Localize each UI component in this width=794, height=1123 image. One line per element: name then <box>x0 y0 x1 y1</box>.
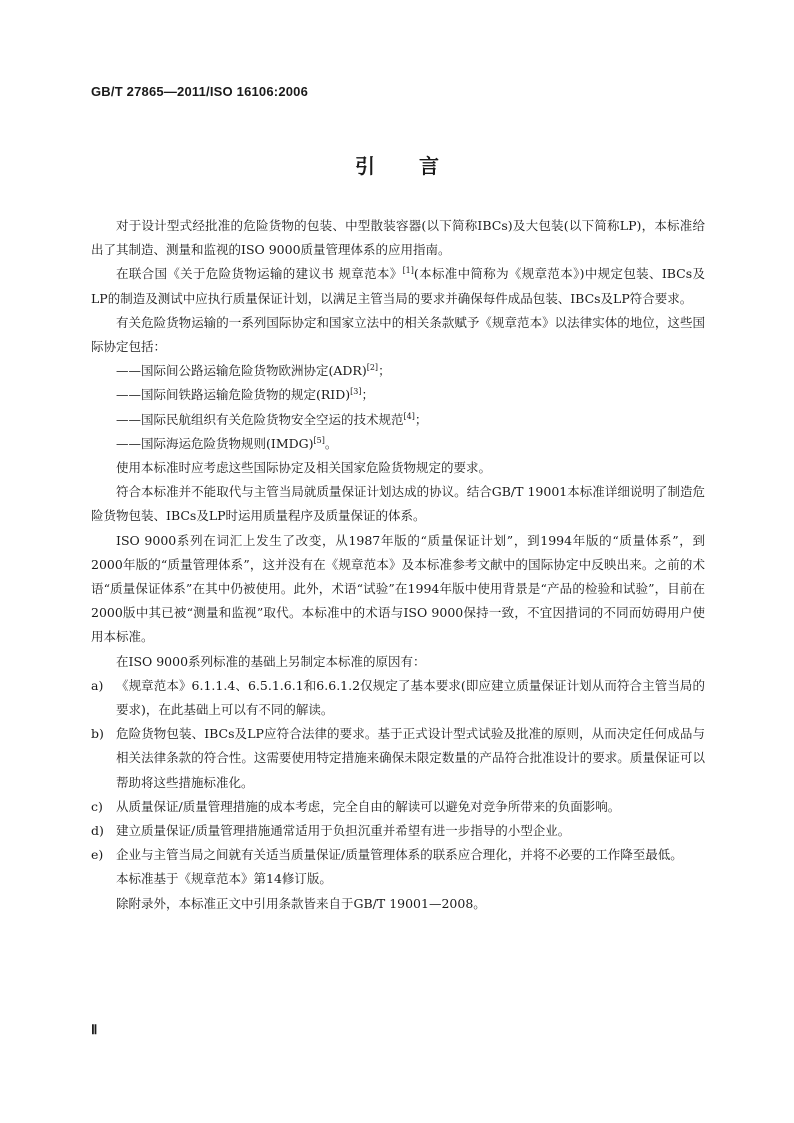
list-label: b) <box>91 726 104 742</box>
list-label: d) <box>91 823 104 839</box>
list-label: e) <box>91 847 104 863</box>
paragraph-un-model-regulations <box>91 262 705 310</box>
list-text: 《规章范本》6.1.1.4、6.5.1.6.1和6.6.1.2仅规定了基本要求(即应建立质量保证计划从而符合主管当局的要求)，在此基础上可以有不同的解读。 <box>116 677 705 718</box>
list-item-d <box>91 819 705 843</box>
paragraph-text: 在联合国《关于危险货物运输的建议书 规章范本》 <box>116 266 403 282</box>
page-title <box>0 150 794 179</box>
paragraph-reasons: 在ISO 9000系列标准的基础上另制定本标准的原因有： <box>116 653 426 669</box>
dash-end: ； <box>361 387 374 403</box>
list-label: c) <box>91 798 103 814</box>
paragraph-text: (本标准中简称为《规章范本》)中规定包装、IBCs及LP的制造及测试中应执行质量保证计划，以满足主管当局的要求并确保每件成品包装、IBCs及LP符合要求。 <box>91 266 705 306</box>
list-item-b <box>91 722 705 795</box>
reference-mark: [5] <box>313 435 325 445</box>
title-char-1: 引 <box>355 154 375 178</box>
paragraph-citations: 除附录外，本标准正文中引用条款皆来自于GB/T 19001—2008。 <box>116 895 486 911</box>
reference-mark: [3] <box>350 387 362 397</box>
reference-mark: [4] <box>403 411 415 421</box>
reference-mark: [1] <box>402 266 414 276</box>
dash-text: ——国际间铁路运输危险货物的规定(RID) <box>116 387 351 403</box>
paragraph-revision: 本标准基于《规章范本》第14修订版。 <box>116 871 332 887</box>
dash-item-icao <box>91 408 705 432</box>
dash-item-imdg <box>91 432 705 456</box>
list-item-e <box>91 843 705 867</box>
reference-mark: [2] <box>366 363 379 373</box>
page-number: Ⅱ <box>91 1022 98 1037</box>
list-text: 建立质量保证/质量管理措施通常适用于负担沉重并希望有进一步指导的小型企业。 <box>116 823 571 839</box>
paragraph-iso9000-vocabulary: ISO 9000系列在词汇上发生了改变，从1987年版的“质量保证计划”，到1994年版的“质量体系”，到2000年版的“质量管理体系”，这并没有在《规章范本》及本标准参考文献中的国际协定中反映出来。之前的术语“质量保证体系”在其中仍被使用。此外，术语“试验”在1994年版中使用背景是“产品的检验和试验”，目前在2000版中其已被“测量和监视”取代。本标准中的术语与ISO 9000保持一致，不宜因措词的不同而妨碍用户使用本标准。 <box>91 532 705 645</box>
dash-end: 。 <box>324 435 338 451</box>
list-item-c <box>91 795 705 819</box>
dash-item-rid <box>91 383 705 407</box>
paragraph-scope: 对于设计型式经批准的危险货物的包装、中型散装容器(以下简称IBCs)及大包装(以下简称LP)，本标准给出了其制造、测量和监视的ISO 9000质量管理体系的应用指南。 <box>91 218 705 258</box>
dash-text: ——国际民航组织有关危险货物安全空运的技术规范 <box>116 411 404 427</box>
list-text: 危险货物包装、IBCs及LP应符合法律的要求。基于正式设计型式试验及批准的原则，从而决定任何成品与相关法律条款的符合性。这需要使用特定措施来确保未限定数量的产品符合批准设计的要求。质量保证可以帮助将这些措施标准化。 <box>116 726 705 790</box>
paragraph-agreement: 符合本标准并不能取代与主管当局就质量保证计划达成的协议。结合GB/T 19001本标准详细说明了制造危险货物包装、IBCs及LP时运用质量程序及质量保证的体系。 <box>91 484 705 524</box>
paragraph-international-agreements: 有关危险货物运输的一系列国际协定和国家立法中的相关条款赋予《规章范本》以法律实体的地位，这些国际协定包括： <box>91 314 705 355</box>
list-text: 从质量保证/质量管理措施的成本考虑，完全自由的解读可以避免对竞争所带来的负面影响。 <box>116 798 621 814</box>
dash-end: ； <box>414 411 428 427</box>
list-text: 企业与主管当局之间就有关适当质量保证/质量管理体系的联系应合理化，并将不必要的工作降至最低。 <box>116 847 683 863</box>
introduction-body <box>91 214 705 916</box>
dash-text: ——国际间公路运输危险货物欧洲协定(ADR) <box>116 363 367 379</box>
list-label: a) <box>91 677 104 693</box>
list-item-a <box>91 674 705 722</box>
dash-end: ； <box>378 363 391 379</box>
paragraph-usage: 使用本标准时应考虑这些国际协定及相关国家危险货物规定的要求。 <box>116 460 492 476</box>
standard-number-header: GB/T 27865—2011/ISO 16106:2006 <box>91 84 309 99</box>
dash-item-adr <box>91 359 705 383</box>
dash-text: ——国际海运危险货物规则(IMDG) <box>116 435 314 451</box>
title-char-2: 言 <box>419 154 439 178</box>
